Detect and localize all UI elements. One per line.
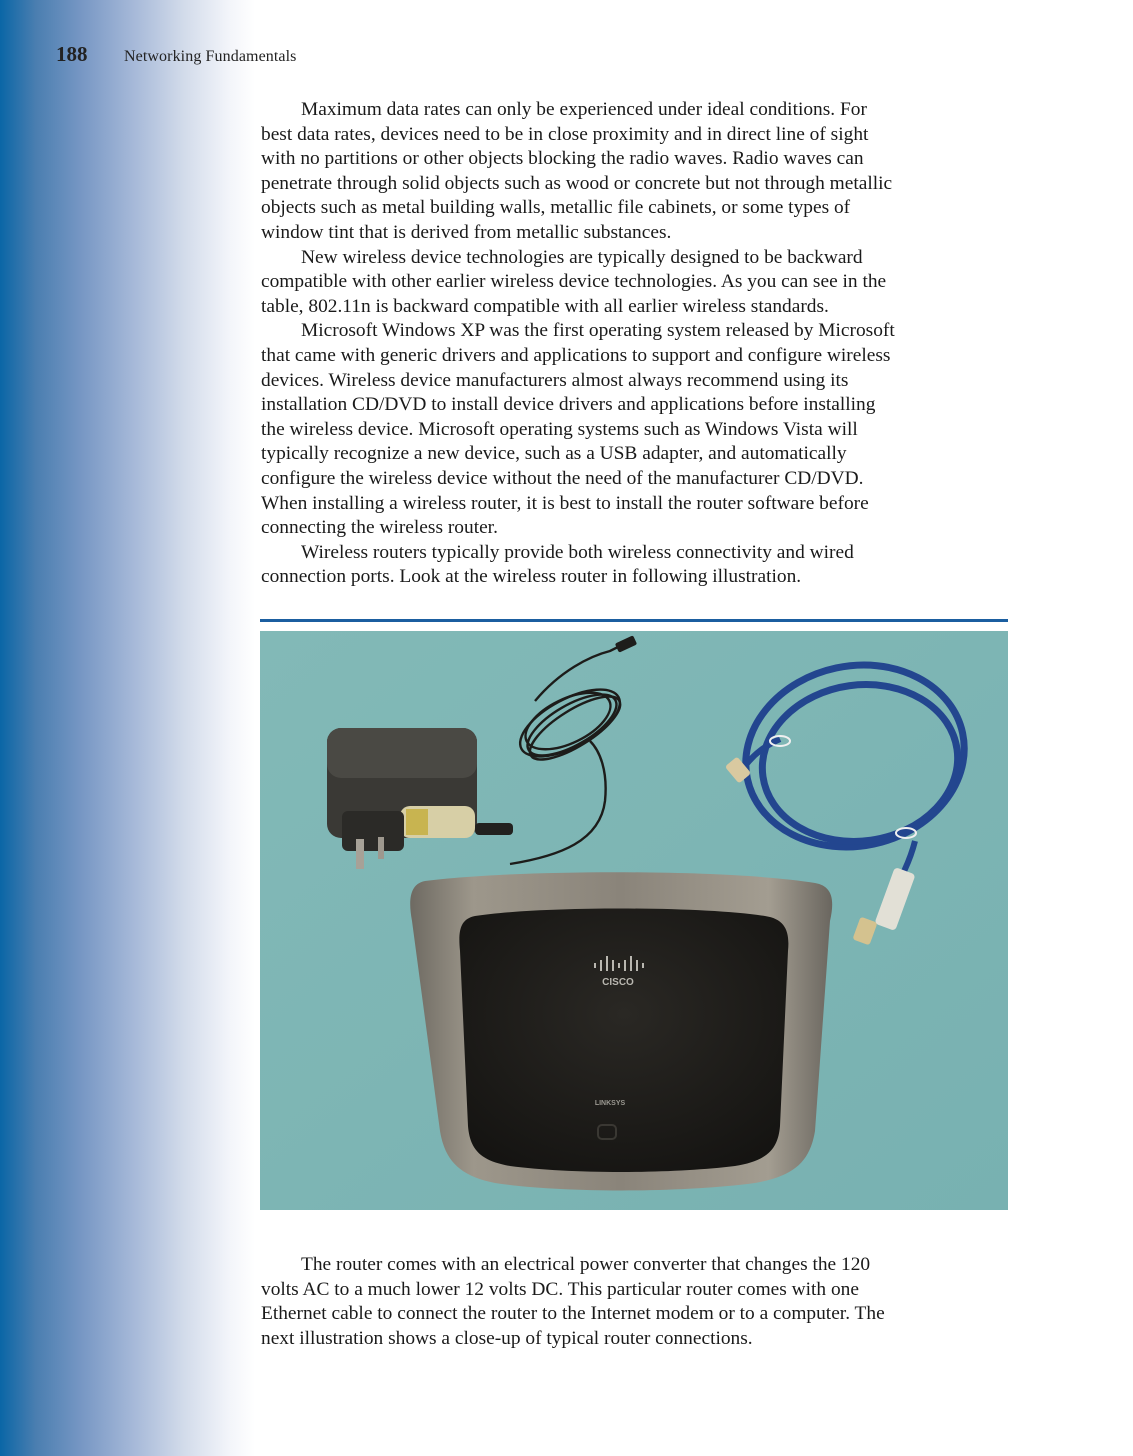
router-body — [410, 872, 832, 1190]
text-line: configure the wireless device without the need of the manufacturer CD/DVD. — [261, 467, 864, 489]
text-line: penetrate through solid objects such as wood or concrete but not through metallic — [261, 172, 893, 194]
text-line: that came with generic drivers and applications to support and configure wireless — [261, 344, 891, 366]
text-line: connection ports. Look at the wireless router in following illustration. — [261, 566, 802, 588]
text-line: Wireless routers typically provide both wireless connectivity and wired — [301, 541, 854, 563]
body-text-top — [261, 98, 1021, 590]
text-line: compatible with other earlier wireless device technologies. As you can see in the — [261, 271, 887, 293]
figure-divider-rule — [260, 619, 1008, 622]
router-brand-cisco: CISCO — [602, 977, 634, 988]
text-line: Ethernet cable to connect the router to the Internet modem or to a computer. The — [261, 1303, 885, 1325]
decorative-side-band — [0, 0, 255, 1456]
text-line: objects such as metal building walls, metallic file cabinets, or some types of — [261, 197, 851, 219]
text-line: Microsoft Windows XP was the first operating system released by Microsoft — [301, 320, 895, 342]
running-title: Networking Fundamentals — [124, 48, 297, 65]
text-line: New wireless device technologies are typically designed to be backward — [301, 246, 863, 268]
router-photo — [260, 631, 1008, 1210]
text-line: table, 802.11n is backward compatible with all earlier wireless standards. — [261, 295, 829, 317]
body-text-bottom — [261, 1253, 1021, 1351]
text-line: window tint that is derived from metallic substances. — [261, 221, 672, 243]
running-header — [56, 42, 297, 70]
text-line: devices. Wireless device manufacturers almost always recommend using its — [261, 369, 849, 391]
text-line: next illustration shows a close-up of typical router connections. — [261, 1327, 753, 1349]
text-line: with no partitions or other objects blocking the radio waves. Radio waves can — [261, 148, 864, 170]
page-number: 188 — [56, 42, 88, 66]
text-line: volts AC to a much lower 12 volts DC. This particular router comes with one — [261, 1278, 859, 1300]
text-line: best data rates, devices need to be in close proximity and in direct line of sight — [261, 123, 869, 145]
text-line: typically recognize a new device, such as a USB adapter, and automatically — [261, 443, 847, 465]
text-line: installation CD/DVD to install device drivers and applications before installing — [261, 394, 876, 416]
text-line: the wireless device. Microsoft operating systems such as Windows Vista will — [261, 418, 858, 440]
text-line: When installing a wireless router, it is best to install the router software before — [261, 492, 869, 514]
text-line: connecting the wireless router. — [261, 517, 498, 539]
text-line: Maximum data rates can only be experienced under ideal conditions. For — [301, 99, 867, 120]
text-line: The router comes with an electrical power converter that changes the 120 — [301, 1254, 871, 1275]
router-brand-linksys: LINKSYS — [594, 1100, 626, 1107]
